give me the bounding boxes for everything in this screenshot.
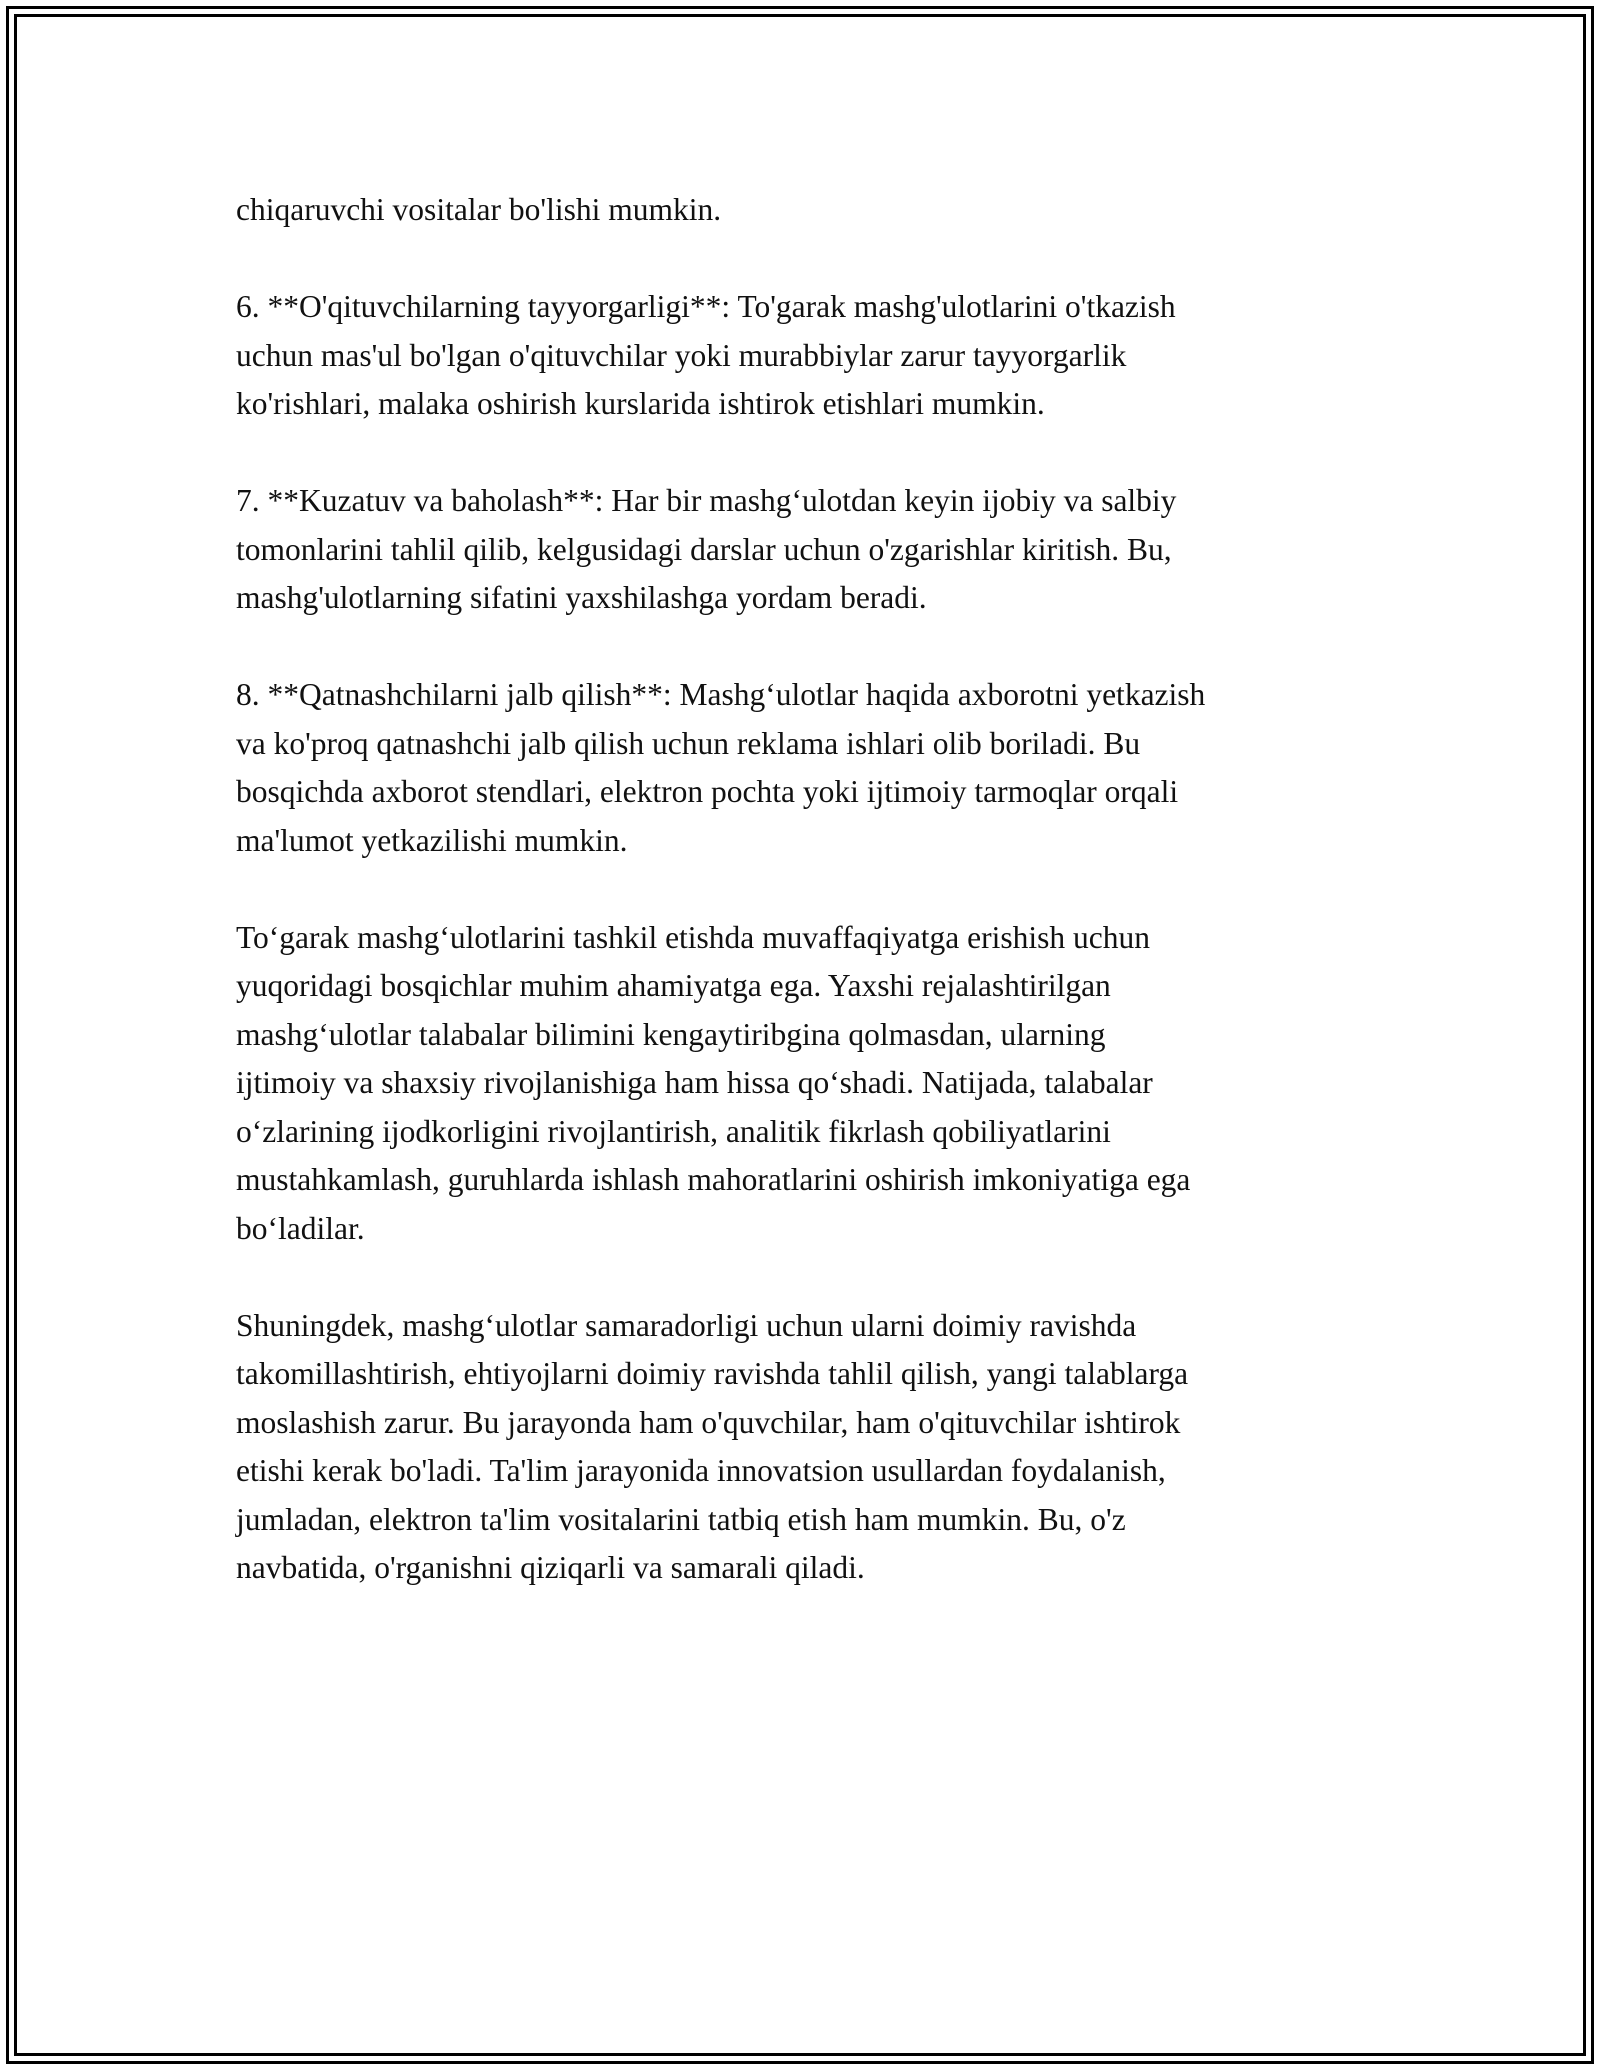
paragraph-item-6: 6. **O'qituvchilarning tayyorgarligi**: To'garak mashg'ulotlarini o'tkazish uchun mas'ul bo'lgan o'qituvchilar yoki murabbiylar zarur tayyorgarlik ko'rishlari, malaka oshirish kurslarida ishtirok etishlari mumkin. bbox=[236, 289, 1176, 421]
document-body bbox=[236, 186, 1386, 1641]
paragraph-item-7: 7. **Kuzatuv va baholash**: Har bir mashg‘ulotdan keyin ijobiy va salbiy tomonlarini tahlil qilib, kelgusidagi darslar uchun o'zgarishlar kiritish. Bu, mashg'ulotlarning sifatini yaxshilashga yordam beradi. bbox=[236, 483, 1177, 615]
paragraph-final: Shuningdek, mashg‘ulotlar samaradorligi uchun ularni doimiy ravishda takomillashtirish, ehtiyojlarni doimiy ravishda tahlil qilish, yangi talablarga moslashish zarur. Bu jarayonda ham o'quvchilar, ham o'qituvchilar ishtirok etishi kerak bo'ladi. Ta'lim jarayonida innovatsion usullardan foydalanish, jumladan, elektron ta'lim vositalarini tatbiq etish ham mumkin. Bu, o'z navbatida, o'rganishni qiziqarli va samarali qiladi. bbox=[236, 1307, 1189, 1585]
paragraph-conclusion: To‘garak mashg‘ulotlarini tashkil etishda muvaffaqiyatga erishish uchun yuqoridagi bosqichlar muhim ahamiyatga ega. Yaxshi rejalashtirilgan mashg‘ulotlar talabalar bilimini kengaytiribgina qolmasdan, ularning ijtimoiy va shaxsiy rivojlanishiga ham hissa qo‘shadi. Natijada, talabalar o‘zlarining ijodkorligini rivojlantirish, analitik fikrlash qobiliyatlarini mustahkamlash, guruhlarda ishlash mahoratlarini oshirish imkoniyatiga ega bo‘ladilar. bbox=[236, 919, 1191, 1246]
paragraph-item-8: 8. **Qatnashchilarni jalb qilish**: Mashg‘ulotlar haqida axborotni yetkazish va ko'proq qatnashchi jalb qilish uchun reklama ishlari olib boriladi. Bu bosqichda axborot stendlari, elektron pochta yoki ijtimoiy tarmoqlar orqali ma'lumot yetkazilishi mumkin. bbox=[236, 677, 1206, 858]
paragraph-continuation: chiqaruvchi vositalar bo'lishi mumkin. bbox=[236, 192, 722, 227]
